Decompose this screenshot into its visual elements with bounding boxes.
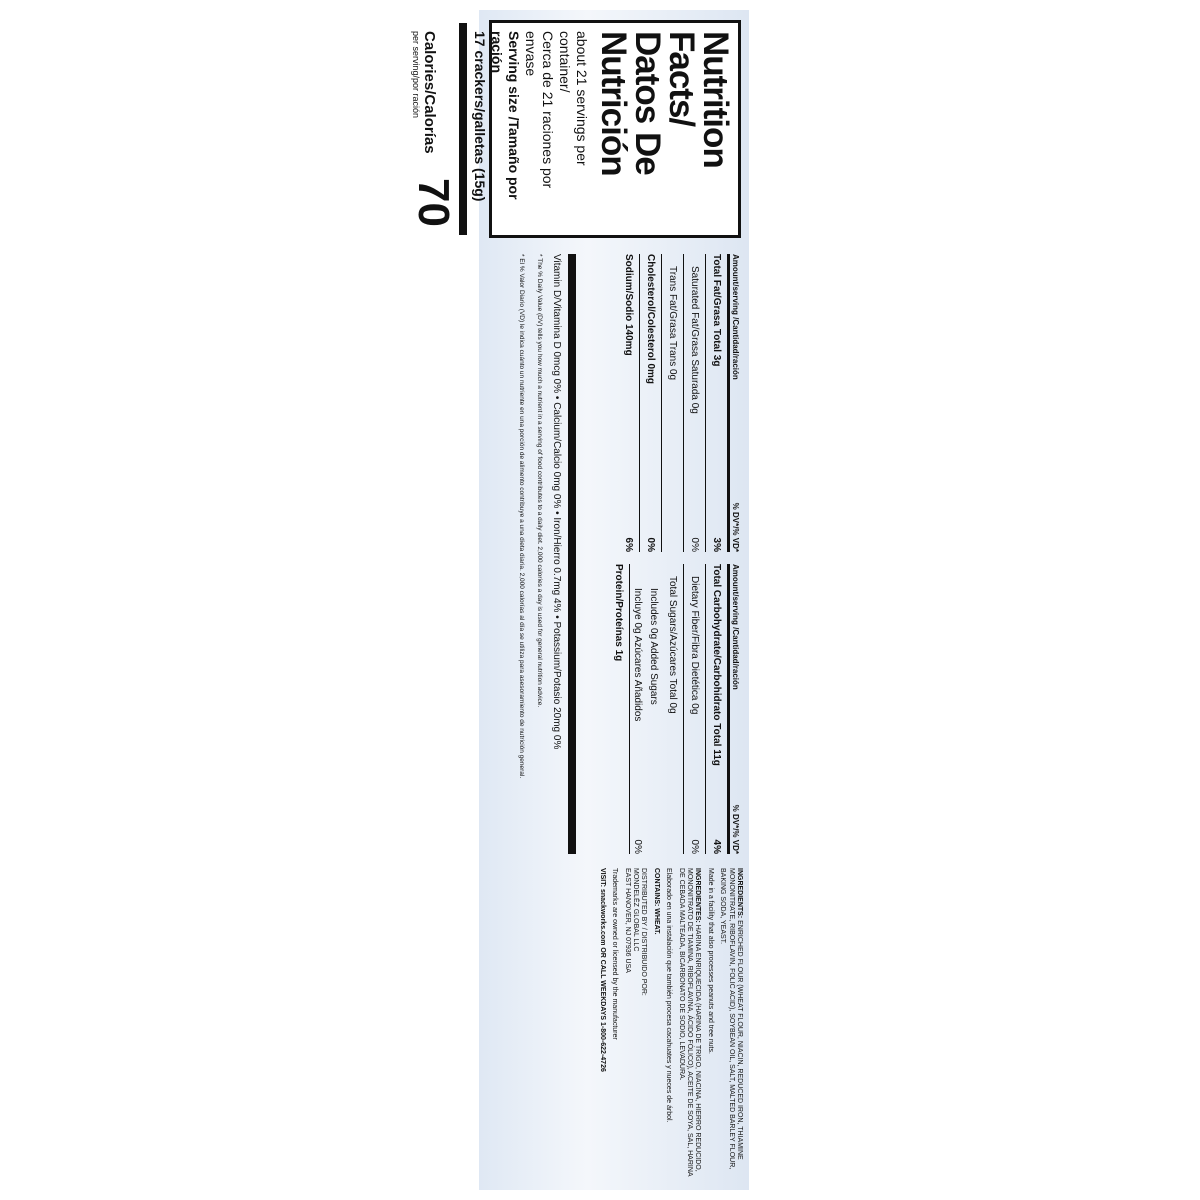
daily-value-footnote-en: * The % Daily Value (DV) tells you how much a nutrient in a serving of food contributes to a daily diet. 2,000 calories a day is used for general nutrition advice. [536, 254, 543, 708]
title-nutrition-facts: Nutrition Facts/ [662, 31, 735, 168]
nutrient-row [639, 254, 661, 552]
nutrient-row [645, 564, 661, 854]
ingredients-es [676, 868, 701, 1186]
serving-size-label: Serving size /Tamaño por ración [489, 31, 522, 200]
nutrient-label: Incluye 0g Azúcares Añadidos [632, 588, 643, 722]
nutrient-row [705, 254, 727, 552]
calories-value: 70 [409, 178, 458, 227]
nutrient-column-left [576, 254, 741, 552]
vitamins-minerals: Vitamin D/Vitamina D 0mcg 0% • Calcium/Calcio 0mg 0% • Iron/Hierro 0.7mg 4% • Potassium/Potasio 20mg 0% [551, 254, 562, 750]
header-amount: Amount/serving /Cantidad/ración [731, 564, 740, 690]
nutrient-dv: 4% [711, 839, 722, 854]
nutrient-row [683, 564, 705, 854]
ingredients-en-text: ENRICHED FLOUR (WHEAT FLOUR, NIACIN, REDUCED IRON, THIAMINE MONONITRATE, RIBOFLAVIN, FOLIC ACID), SOYBEAN OIL, SALT, MALTED BARLEY FLOUR, BAKING SODA, YEAST. [719, 868, 743, 1170]
nutrient-label: Saturated Fat/Grasa Saturada 0g [689, 266, 700, 414]
nutrient-dv: 3% [711, 537, 722, 552]
nutrient-header-left [727, 254, 741, 552]
nutrient-label: Cholesterol/Colesterol 0mg [645, 254, 656, 385]
ingredients-en [718, 868, 743, 1186]
distributor-name: MONDELĒZ GLOBAL LLC [631, 868, 639, 952]
nutrient-label: Includes 0g Added Sugars [648, 588, 659, 705]
header-amount: Amount/serving /Cantidad/ración [731, 254, 740, 380]
header-dv: % DV*/% VD* [731, 502, 740, 552]
nutrient-row [661, 564, 683, 854]
calories-sublabel: per serving/por ración [411, 31, 421, 119]
daily-value-footnote-es: * El % Valor Diario (VD) le indica cuánto un nutriente en una porción de alimento contribuye a una dieta diaria. 2,000 calorías al día se utiliza para asesoramiento de nutrición general. [518, 254, 525, 779]
nutrient-dv: 0% [689, 839, 700, 854]
ingredients-es-text: HARINA ENRIQUECIDA (HARINA DE TRIGO, NIACINA, HIERRO REDUCIDO, MONONITRATO DE TIAMINA, RIBOFLAVINA, ÁCIDO FÓLICO), ACEITE DE SOYA, SAL, HARINA DE CEBADA MALTEADA, BICARBONATO DE SODIO, LEVADURA. [677, 868, 702, 1177]
nutrient-row [617, 254, 639, 552]
nutrient-table [489, 254, 741, 854]
nutrition-title-block [409, 20, 741, 238]
nutrient-header-right [727, 564, 741, 854]
nutrient-row [607, 564, 629, 854]
nutrient-dv: 6% [623, 537, 634, 552]
distributed-by-label: DISTRIBUTED BY / DISTRIBUIDO POR: [640, 868, 648, 996]
ingredients-en-label: INGREDIENTS: [736, 868, 743, 919]
nutrient-dv: 0% [632, 839, 643, 854]
distributor-address: EAST HANOVER, NJ 07936 USA [623, 868, 631, 973]
nutrient-dv: 0% [689, 537, 700, 552]
nutrient-row [683, 254, 705, 552]
facility-note-en: Made in a facility that also processes peanuts and tree nuts. [706, 868, 714, 1054]
thick-divider [568, 254, 576, 854]
trademark-note: Trademarks are owned or licensed by the manufacturer [611, 868, 619, 1040]
calories-label: Calories/Calorías [421, 31, 438, 154]
serving-size-value: 17 crackers/galletas (15g) [472, 31, 488, 202]
nutrient-row [705, 564, 727, 854]
nutrient-column-right [576, 564, 741, 854]
facility-note-es: Elaborado en una instalación que también procesa cacahuates y nueces de árbol. [665, 868, 673, 1123]
nutrient-label: Total Sugars/Azúcares Total 0g [667, 576, 678, 714]
nutrient-label: Trans Fat/Grasa Trans 0g [667, 266, 678, 381]
servings-per-container-es: Cerca de 21 raciones por envase [523, 31, 556, 189]
ingredients-block [485, 868, 743, 1186]
ingredients-es-label: INGREDIENTES: [694, 868, 702, 923]
nutrient-label: Total Fat/Grasa Total 3g [711, 254, 722, 367]
nutrient-label: Total Carbohydrate/Carbohidrato Total 11g [711, 564, 722, 766]
nutrition-label-rotated [409, 20, 749, 1190]
title-nutricion: Nutrición [594, 31, 633, 176]
thick-divider [459, 23, 467, 235]
nutrient-row [661, 254, 683, 552]
calories-labels [411, 31, 437, 154]
header-dv: % DV*/% VD* [731, 804, 740, 854]
nutrient-dv: 0% [645, 537, 656, 552]
servings-per-container-en: about 21 servings per container/ [557, 31, 590, 166]
nutrient-label: Sodium/Sodio 140mg [623, 254, 634, 356]
nutrient-label: Protein/Proteínas 1g [613, 564, 624, 662]
visit-contact: VISIT: snackworks.com OR CALL WEEKDAYS 1-800-622-4726 [598, 868, 606, 1072]
title-datos-de: Datos De [628, 31, 667, 175]
nutrient-label: Dietary Fiber/Fibra Dietética 0g [689, 576, 700, 715]
calories-row [409, 31, 458, 227]
allergen-contains: CONTAINS: WHEAT. [652, 868, 660, 935]
nutrient-row [629, 564, 645, 854]
